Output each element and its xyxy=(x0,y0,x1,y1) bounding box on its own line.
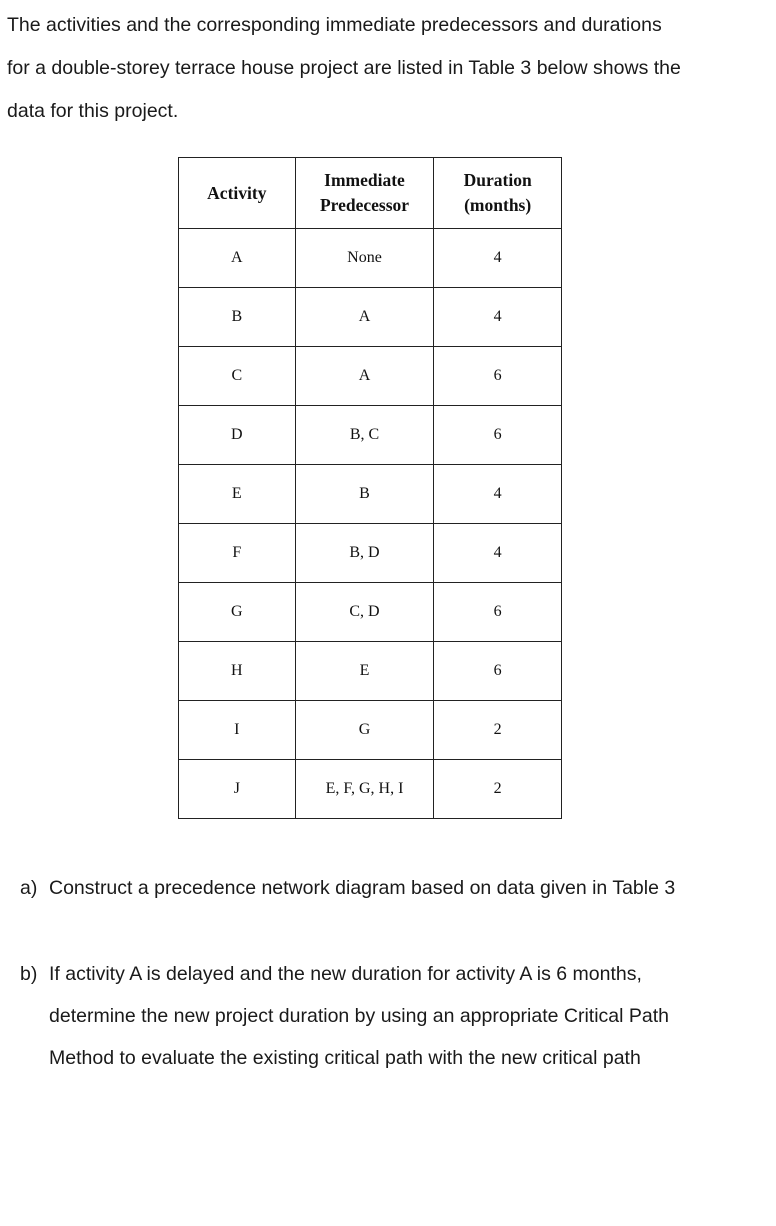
cell-activity: C xyxy=(179,347,296,406)
header-duration-line-2: (months) xyxy=(464,195,532,215)
cell-activity: F xyxy=(179,524,296,583)
table-row xyxy=(179,229,562,288)
header-duration-line-1: Duration xyxy=(463,170,532,190)
header-predecessor xyxy=(295,158,434,229)
table-row xyxy=(179,347,562,406)
cell-activity: H xyxy=(179,642,296,701)
cell-duration: 6 xyxy=(434,642,562,701)
table-row xyxy=(179,642,562,701)
question-b-line-2: determine the new project duration by using an appropriate Critical Path xyxy=(49,1005,670,1027)
question-b xyxy=(20,953,760,1079)
question-b-label: b) xyxy=(20,963,38,985)
cell-duration: 6 xyxy=(434,583,562,642)
table-row xyxy=(179,465,562,524)
cell-activity: G xyxy=(179,583,296,642)
question-a-body xyxy=(49,867,760,909)
cell-predecessor: A xyxy=(295,347,434,406)
cell-duration: 4 xyxy=(434,288,562,347)
cell-duration: 2 xyxy=(434,760,562,819)
table-row xyxy=(179,288,562,347)
cell-duration: 2 xyxy=(434,701,562,760)
cell-activity: I xyxy=(179,701,296,760)
cell-duration: 4 xyxy=(434,229,562,288)
table-row xyxy=(179,760,562,819)
cell-duration: 4 xyxy=(434,524,562,583)
cell-predecessor: G xyxy=(295,701,434,760)
question-b-body xyxy=(49,953,760,1079)
table-header-row xyxy=(179,158,562,229)
intro-line-2: for a double-storey terrace house project are listed in Table 3 below shows the xyxy=(7,57,681,79)
table-row xyxy=(179,524,562,583)
cell-activity: J xyxy=(179,760,296,819)
question-a-line-1: Construct a precedence network diagram based on data given in Table 3 xyxy=(49,877,676,899)
cell-activity: D xyxy=(179,406,296,465)
table-row xyxy=(179,701,562,760)
question-a xyxy=(20,867,760,909)
intro-line-1: The activities and the corresponding immediate predecessors and durations xyxy=(7,14,662,36)
header-duration xyxy=(434,158,562,229)
cell-predecessor: None xyxy=(295,229,434,288)
table-row xyxy=(179,583,562,642)
cell-predecessor: A xyxy=(295,288,434,347)
cell-activity: E xyxy=(179,465,296,524)
cell-predecessor: E xyxy=(295,642,434,701)
question-b-line-1: If activity A is delayed and the new duration for activity A is 6 months, xyxy=(49,963,642,985)
intro-paragraph xyxy=(7,4,767,133)
cell-activity: B xyxy=(179,288,296,347)
table-row xyxy=(179,406,562,465)
activity-table xyxy=(178,157,562,819)
header-predecessor-line-2: Predecessor xyxy=(319,195,410,215)
question-b-line-3: Method to evaluate the existing critical path with the new critical path xyxy=(49,1047,641,1069)
cell-predecessor: C, D xyxy=(295,583,434,642)
cell-duration: 6 xyxy=(434,347,562,406)
question-a-label: a) xyxy=(20,877,38,899)
cell-predecessor: B, C xyxy=(295,406,434,465)
cell-predecessor: B, D xyxy=(295,524,434,583)
header-activity: Activity xyxy=(179,158,296,229)
cell-activity: A xyxy=(179,229,296,288)
intro-line-3: data for this project. xyxy=(7,100,179,122)
cell-predecessor: E, F, G, H, I xyxy=(295,760,434,819)
cell-duration: 6 xyxy=(434,406,562,465)
cell-predecessor: B xyxy=(295,465,434,524)
header-predecessor-line-1: Immediate xyxy=(324,170,405,190)
cell-duration: 4 xyxy=(434,465,562,524)
